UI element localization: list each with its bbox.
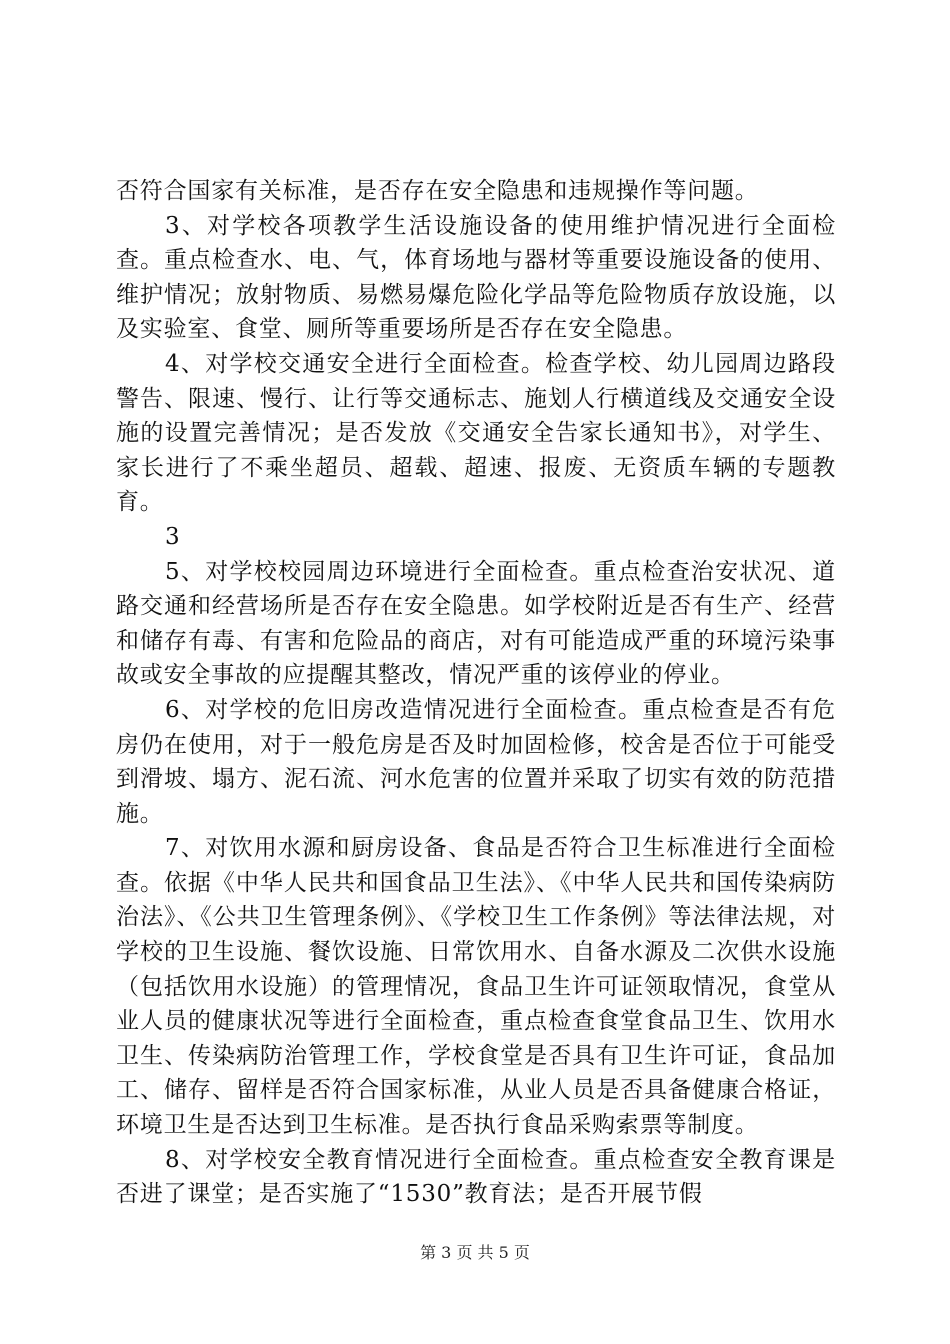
paragraph-item-5: 5、对学校校园周边环境进行全面检查。重点检查治安状况、道路交通和经营场所是否存在安全隐患。如学校附近是否有生产、经营和储存有毒、有害和危险品的商店，对有可能造成严重的环境污染事故或安全事故的应提醒其整改，情况严重的该停业的停业。 [116, 558, 836, 689]
paragraph-continuation: 否符合国家有关标准，是否存在安全隐患和违规操作等问题。 [116, 178, 759, 204]
stray-page-number: 3 [165, 523, 181, 550]
document-body [116, 174, 836, 1212]
paragraph-item-8: 8、对学校安全教育情况进行全面检查。重点检查安全教育课是否进了课堂；是否实施了“1530”教育法；是否开展节假 [116, 1146, 836, 1208]
paragraph-item-7: 7、对饮用水源和厨房设备、食品是否符合卫生标准进行全面检查。依据《中华人民共和国食品卫生法》、《中华人民共和国传染病防治法》、《公共卫生管理条例》、《学校卫生工作条例》等法律法规，对学校的卫生设施、餐饮设施、日常饮用水、自备水源及二次供水设施（包括饮用水设施）的管理情况，食品卫生许可证领取情况，食堂从业人员的健康状况等进行全面检查，重点检查食堂食品卫生、饮用水卫生、传染病防治管理工作，学校食堂是否具有卫生许可证，食品加工、储存、留样是否符合国家标准，从业人员是否具备健康合格证，环境卫生是否达到卫生标准。是否执行食品采购索票等制度。 [116, 835, 836, 1139]
paragraph-item-4: 4、对学校交通安全进行全面检查。检查学校、幼儿园周边路段警告、限速、慢行、让行等交通标志、施划人行横道线及交通安全设施的设置完善情况；是否发放《交通安全告家长通知书》，对学生、家长进行了不乘坐超员、超载、超速、报废、无资质车辆的专题教育。 [116, 350, 836, 516]
page-footer: 第 3 页 共 5 页 [420, 1243, 530, 1262]
paragraph-item-3: 3、对学校各项教学生活设施设备的使用维护情况进行全面检查。重点检查水、电、气，体育场地与器材等重要设施设备的使用、维护情况；放射物质、易燃易爆危险化学品等危险物质存放设施，以及实验室、食堂、厕所等重要场所是否存在安全隐患。 [116, 212, 836, 343]
paragraph-item-6: 6、对学校的危旧房改造情况进行全面检查。重点检查是否有危房仍在使用，对于一般危房是否及时加固检修，校舍是否位于可能受到滑坡、塌方、泥石流、河水危害的位置并采取了切实有效的防范措施。 [116, 696, 836, 827]
